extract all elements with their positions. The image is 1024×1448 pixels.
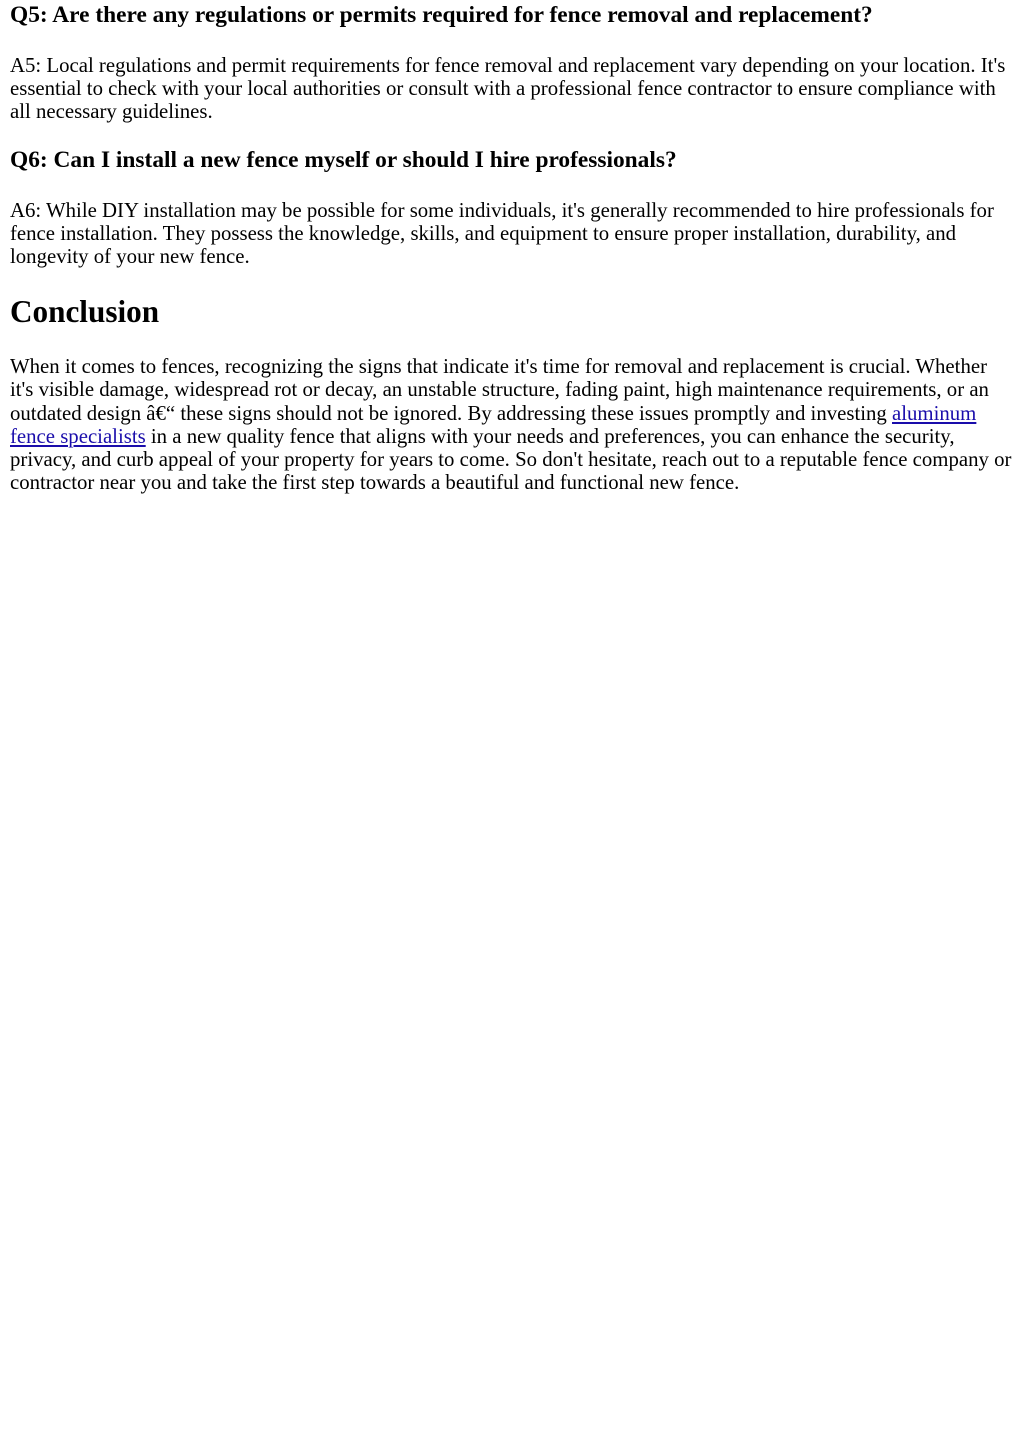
faq-question-heading: Q6: Can I install a new fence myself or should I hire professionals? bbox=[10, 146, 677, 173]
article-body bbox=[0, 0, 1024, 494]
faq-answer-text: A6: While DIY installation may be possible for some individuals, it's generally recommended to hire professionals for fence installation. They possess the knowledge, skills, and equipment to ensure proper installation, durability, and longevity of your new fence. bbox=[10, 198, 994, 269]
conclusion-paragraph bbox=[10, 355, 1014, 494]
faq-question-heading: Q5: Are there any regulations or permits required for fence removal and replacement? bbox=[10, 2, 873, 28]
conclusion-heading: Conclusion bbox=[10, 294, 160, 330]
conclusion-text-after-link: in a new quality fence that aligns with your needs and preferences, you can enhance the security, privacy, and curb appeal of your property for years to come. So don't hesitate, reach out to a reputable fence company or contractor near you and take the first step towards a beautiful and functional new fence. bbox=[10, 424, 1012, 495]
conclusion-text-before-link: When it comes to fences, recognizing the signs that indicate it's time for removal and replacement is crucial. Whether it's visible damage, widespread rot or decay, an unstable structure, fading paint, high maintenance requirements, or an outdated design â€“ these signs should not be ignored. By addressing these issues promptly and investing bbox=[10, 355, 989, 425]
aluminum-fence-specialists-link[interactable]: aluminum fence specialists bbox=[10, 401, 977, 448]
faq-answer-text: A5: Local regulations and permit requirements for fence removal and replacement vary depending on your location. It's essential to check with your local authorities or consult with a professional fence contractor to ensure compliance with all necessary guidelines. bbox=[10, 54, 1006, 124]
